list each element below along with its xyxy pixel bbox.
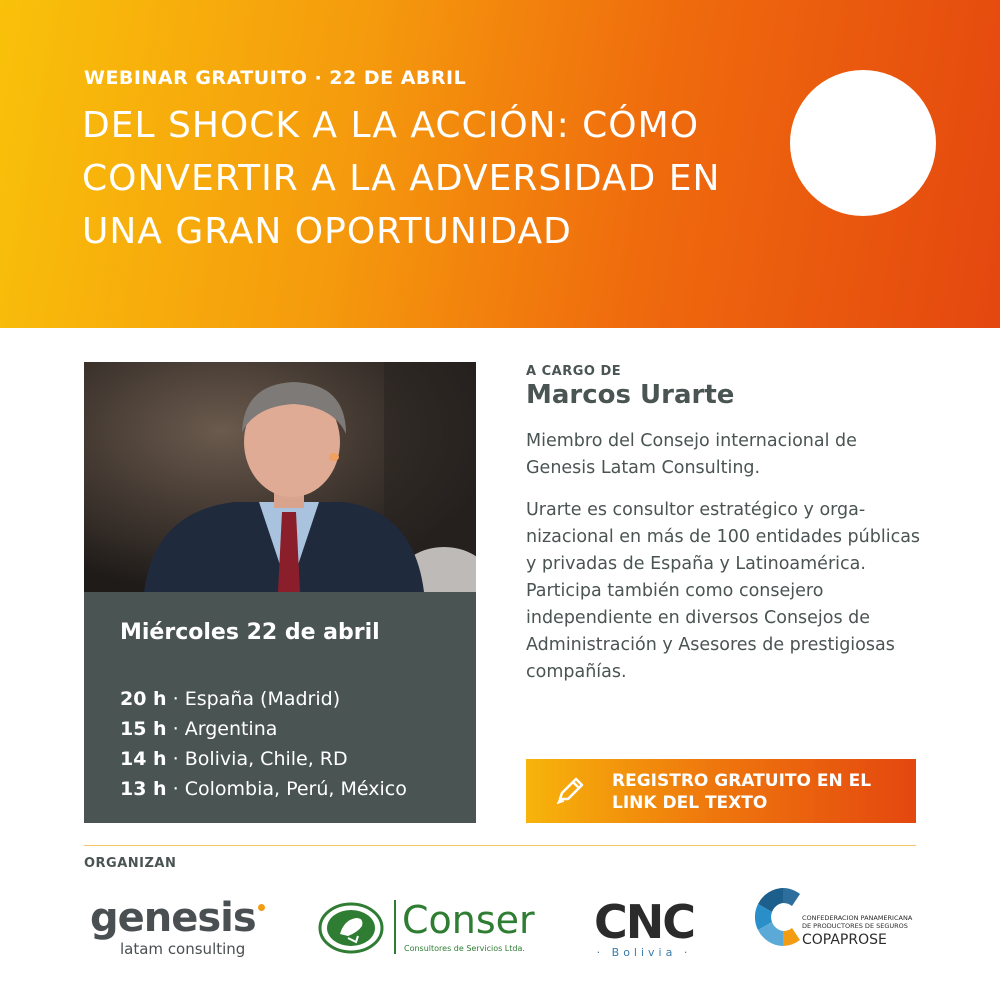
conser-emblem-icon [318,902,384,954]
schedule-place: · España (Madrid) [166,688,341,710]
copaprose-line1: CONFEDERACION PANAMERICANA [802,914,913,922]
schedule-panel [84,592,476,823]
schedule-list [120,684,407,804]
pencil-icon [554,775,586,807]
copaprose-logo [752,884,922,960]
conser-logo-name: Conser [402,898,535,942]
speaker-bio-short: Miembro del Consejo internacional de Genesis Latam Consulting. [526,431,857,478]
schedule-hour: 13 h [120,778,167,800]
decorative-circle [790,70,936,216]
event-date: Miércoles 22 de abril [120,620,380,645]
schedule-row [120,744,407,774]
register-button[interactable] [526,759,916,823]
schedule-row [120,774,407,804]
schedule-place: · Colombia, Perú, México [166,778,407,800]
speaker-label: A CARGO DE [526,364,622,379]
copaprose-logo-name: COPAPROSE [802,932,887,948]
genesis-dot-icon [258,904,265,911]
cnc-logo-tagline: · Bolivia · [596,946,692,959]
conser-logo [318,900,543,960]
cnc-logo-name: CNC [593,895,694,949]
schedule-hour: 20 h [120,688,167,710]
schedule-place: · Argentina [166,718,278,740]
genesis-logo [90,895,265,958]
conser-logo-tagline: Consultores de Servicios Ltda. [404,944,525,953]
hero-banner [0,0,1000,328]
schedule-hour: 15 h [120,718,167,740]
speaker-photo [84,362,476,592]
organizers-label: ORGANIZAN [84,856,177,871]
copaprose-line2: DE PRODUCTORES DE SEGUROS [802,922,908,930]
register-label: REGISTRO GRATUITO EN EL LINK DEL TEXTO [612,771,872,813]
schedule-row [120,684,407,714]
speaker-name: Marcos Urarte [526,380,735,410]
genesis-logo-tagline: latam consulting [120,940,246,958]
schedule-hour: 14 h [120,748,167,770]
divider [84,845,916,846]
speaker-bio-long: Urarte es consultor estratégico y orga-nizacional en más de 100 entidades públicas y privadas de España y Latinoamérica. Participa también como consejero independiente en diversos Consejos de Administración y Asesores de prestigiosas compañías. [526,500,921,682]
cnc-logo [580,895,708,960]
schedule-row [120,714,407,744]
genesis-logo-name: genesis [90,895,256,941]
webinar-title: DEL SHOCK A LA ACCIÓN: CÓMO CONVERTIR A LA ADVERSIDAD EN UNA GRAN OPORTUNIDAD [82,105,721,252]
webinar-kicker: WEBINAR GRATUITO · 22 DE ABRIL [84,67,467,89]
conser-divider [394,900,396,954]
schedule-place: · Bolivia, Chile, RD [166,748,348,770]
